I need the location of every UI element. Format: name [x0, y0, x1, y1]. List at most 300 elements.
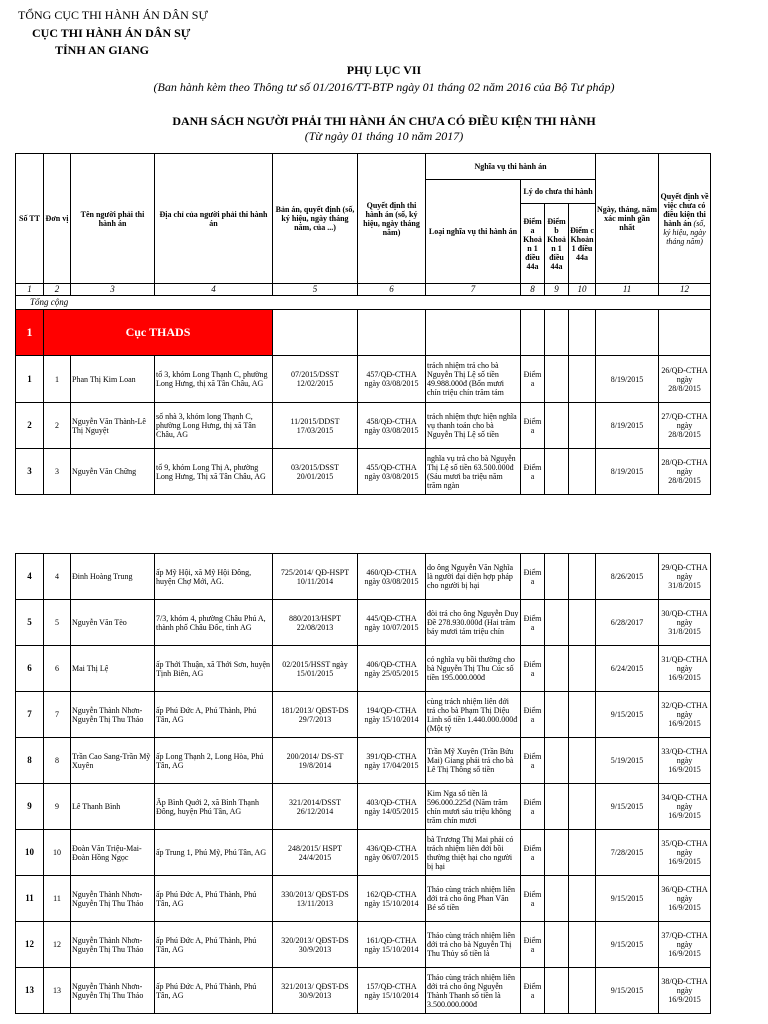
cell-empty — [545, 692, 569, 738]
cell-empty — [569, 968, 596, 1014]
table-row — [16, 554, 711, 600]
cell-mark-text: Điểm a — [523, 981, 542, 1000]
cell-date-text: 6/28/2017 — [610, 618, 644, 627]
cell-date-text: 8/26/2015 — [610, 572, 644, 581]
cell-empty — [545, 554, 569, 600]
total-row: Tổng cộng — [16, 296, 711, 310]
cell-mark-text: Điểm a — [523, 751, 542, 770]
cell-unit-text: 3 — [55, 467, 59, 476]
cell-result — [659, 600, 711, 646]
cell-mark — [521, 738, 545, 784]
col-unit: Đơn vị — [44, 154, 71, 284]
col-stt: Số TT — [16, 154, 44, 284]
cell-result-text: 38/QĐ-CTHA ngày 16/9/2015 — [661, 977, 708, 1004]
data-table-bottom — [15, 553, 711, 1014]
col-verify-date: Ngày, tháng, năm xác minh gần nhất — [596, 154, 659, 284]
cell-date — [596, 646, 659, 692]
cell-decision-text: 436/QĐ-CTHA ngày 06/07/2015 — [364, 843, 419, 862]
cell-empty — [569, 830, 596, 876]
cell-name-text: Nguyễn Văn Chững — [72, 467, 137, 476]
org-line-2: CỤC THI HÀNH ÁN DÂN SỰ — [32, 26, 191, 40]
cell-date — [596, 600, 659, 646]
cell-unit-text: 8 — [55, 756, 59, 765]
column-number: 10 — [569, 284, 596, 296]
cell-name — [71, 600, 155, 646]
cell-judgment — [273, 830, 358, 876]
cell-decision — [358, 554, 426, 600]
cell-type — [426, 403, 521, 449]
cell-stt — [16, 922, 44, 968]
col-judgment: Bản án, quyết định (số, ký hiệu, ngày tháng năm, của ...) — [273, 154, 358, 284]
cell-unit — [44, 876, 71, 922]
cell-name — [71, 922, 155, 968]
cell-address — [155, 692, 273, 738]
cell-address-text: ấp Thới Thuận, xã Thới Sơn, huyện Tịnh Biên, AG — [156, 659, 271, 678]
cell-name — [71, 356, 155, 403]
cell-decision-text: 455/QĐ-CTHA ngày 03/08/2015 — [364, 462, 419, 481]
cell-unit-text: 12 — [53, 940, 61, 949]
cell-name-text: Nguyễn Thành Nhơn-Nguyễn Thị Thu Thảo — [72, 935, 144, 954]
cell-date — [596, 403, 659, 449]
cell-decision — [358, 356, 426, 403]
col-point-a: Điểm a Khoản 1 điều 44a — [521, 204, 545, 284]
cell-judgment-text: 330/2013/ QĐST-DS 13/11/2013 — [281, 889, 349, 908]
cell-date — [596, 922, 659, 968]
cell-type — [426, 449, 521, 495]
table-row — [16, 784, 711, 830]
cell-unit-text: 5 — [55, 618, 59, 627]
cell-result-text: 27/QĐ-CTHA ngày 28/8/2015 — [661, 412, 708, 439]
cell-judgment-text: 321/2014/DSST 26/12/2014 — [288, 797, 341, 816]
cell-judgment — [273, 554, 358, 600]
cell-decision-text: 391/QĐ-CTHA ngày 17/04/2015 — [364, 751, 419, 770]
cell-result — [659, 554, 711, 600]
cell-stt-text: 7 — [27, 710, 32, 719]
cell-empty — [545, 968, 569, 1014]
cell-name-text: Nguyễn Văn Tèo — [72, 618, 127, 627]
cell-type — [426, 830, 521, 876]
document-title: DANH SÁCH NGƯỜI PHẢI THI HÀNH ÁN CHƯA CÓ ĐIỀU KIỆN THI HÀNH — [172, 114, 596, 128]
cell-judgment — [273, 692, 358, 738]
cell-stt — [16, 784, 44, 830]
cell-decision — [358, 738, 426, 784]
cell-address — [155, 554, 273, 600]
cell-result-text: 37/QĐ-CTHA ngày 16/9/2015 — [661, 931, 708, 958]
cell-stt — [16, 830, 44, 876]
cell-mark — [521, 356, 545, 403]
cell-unit — [44, 449, 71, 495]
cell-result — [659, 830, 711, 876]
cell-empty — [545, 600, 569, 646]
cell-type-text: Thảo cùng trách nhiệm liên đới trả cho bà Nguyễn Thị Thu Thủy số tiền là — [427, 931, 515, 958]
cell-name — [71, 692, 155, 738]
cell-stt-text: 8 — [27, 756, 32, 765]
cell-unit-text: 6 — [55, 664, 59, 673]
cell-date-text: 8/19/2015 — [610, 374, 644, 384]
column-number: 5 — [273, 284, 358, 296]
cell-name — [71, 403, 155, 449]
cell-result-text: 28/QĐ-CTHA ngày 28/8/2015 — [661, 458, 708, 485]
table-row — [16, 922, 711, 968]
cell-stt-text: 9 — [27, 802, 32, 811]
cell-result — [659, 738, 711, 784]
cell-stt-text: 4 — [27, 572, 32, 581]
cell-decision — [358, 784, 426, 830]
cell-stt — [16, 876, 44, 922]
cell-stt — [16, 449, 44, 495]
cell-judgment-text: 02/2015/HSST ngày 15/01/2015 — [282, 659, 348, 678]
col-obligation: Nghĩa vụ thi hành án — [426, 154, 596, 180]
cell-mark — [521, 968, 545, 1014]
cell-mark-text: Điểm a — [523, 797, 542, 816]
cell-result — [659, 922, 711, 968]
cell-judgment — [273, 922, 358, 968]
cell-judgment-text: 248/2015/ HSPT 24/4/2015 — [287, 843, 342, 862]
col-address: Địa chỉ của người phải thi hành án — [155, 154, 273, 284]
cell-mark — [521, 922, 545, 968]
cell-name — [71, 968, 155, 1014]
cell-name — [71, 784, 155, 830]
cell-type — [426, 554, 521, 600]
cell-decision — [358, 403, 426, 449]
cell-judgment-text: 725/2014/ QĐ-HSPT 10/11/2014 — [280, 567, 350, 586]
cell-empty — [545, 922, 569, 968]
cell-decision — [358, 830, 426, 876]
cell-name-text: Mai Thị Lệ — [72, 664, 109, 673]
cell-type — [426, 692, 521, 738]
cell-mark — [521, 830, 545, 876]
cell-type-text: Kim Nga số tiền là 596.000.225đ (Năm trăm chín mươi sáu triệu không trăm chín mươi — [427, 788, 512, 825]
column-number: 9 — [545, 284, 569, 296]
cell-judgment — [273, 600, 358, 646]
cell-type — [426, 876, 521, 922]
cell-judgment-text: 11/2015/DDST 17/03/2015 — [290, 416, 340, 435]
org-line-1: TỔNG CỤC THI HÀNH ÁN DÂN SỰ — [18, 8, 208, 22]
issued-note: (Ban hành kèm theo Thông tư số 01/2016/TT-BTP ngày 01 tháng 02 năm 2016 của Bộ Tư pháp) — [153, 80, 615, 94]
cell-address — [155, 600, 273, 646]
table-row — [16, 449, 711, 495]
cell-unit-text: 1 — [55, 374, 59, 384]
cell-judgment-text: 321/2013/ QĐST-DS 30/9/2013 — [281, 981, 349, 1000]
cell-unit — [44, 646, 71, 692]
cell-date — [596, 692, 659, 738]
cell-type-text: Trần Mỹ Xuyên (Trần Bửu Mai) Giang phải trả cho bà Lê Thị Thông số tiền — [427, 747, 514, 774]
col-decision-none — [659, 154, 711, 284]
cell-stt — [16, 692, 44, 738]
column-number: 4 — [155, 284, 273, 296]
cell-unit-text: 10 — [53, 848, 61, 857]
group-stt: 1 — [16, 310, 44, 356]
cell-type-text: trách nhiệm trả cho bà Nguyễn Thị Lệ số tiền 49.988.000đ (Bốn mươi chín triệu chín trăm tám — [427, 361, 505, 397]
cell-result-text: 36/QĐ-CTHA ngày 16/9/2015 — [661, 885, 708, 912]
cell-date-text: 5/19/2015 — [610, 756, 644, 765]
cell-mark-text: Điểm a — [523, 659, 542, 678]
cell-decision-text: 162/QĐ-CTHA ngày 15/10/2014 — [364, 889, 419, 908]
col-point-c: Điểm c Khoản 1 điều 44a — [569, 204, 596, 284]
appendix-title: PHỤ LỤC VII — [346, 63, 422, 77]
column-number-row — [16, 284, 711, 296]
cell-mark-text: Điểm a — [523, 613, 542, 632]
cell-unit-text: 4 — [55, 572, 59, 581]
cell-unit — [44, 692, 71, 738]
cell-empty — [569, 554, 596, 600]
cell-address — [155, 784, 273, 830]
cell-judgment — [273, 403, 358, 449]
cell-date-text: 8/19/2015 — [610, 421, 644, 430]
cell-result — [659, 449, 711, 495]
cell-date-text: 9/15/2015 — [610, 802, 644, 811]
column-number: 6 — [358, 284, 426, 296]
cell-mark — [521, 876, 545, 922]
col-name: Tên người phải thi hành án — [71, 154, 155, 284]
cell-result — [659, 968, 711, 1014]
cell-stt-text: 12 — [25, 940, 34, 949]
cell-decision-text: 161/QĐ-CTHA ngày 15/10/2014 — [364, 935, 419, 954]
column-number: 3 — [71, 284, 155, 296]
cell-mark-text: Điểm a — [523, 843, 542, 862]
cell-mark — [521, 554, 545, 600]
cell-decision-text: 194/QĐ-CTHA ngày 15/10/2014 — [364, 705, 419, 724]
cell-address — [155, 449, 273, 495]
cell-decision — [358, 646, 426, 692]
cell-empty — [569, 449, 596, 495]
cell-type — [426, 968, 521, 1014]
table-row — [16, 692, 711, 738]
cell-result-text: 35/QĐ-CTHA ngày 16/9/2015 — [661, 839, 708, 866]
cell-result — [659, 784, 711, 830]
cell-mark — [521, 646, 545, 692]
cell-address — [155, 922, 273, 968]
cell-empty — [545, 403, 569, 449]
column-number: 11 — [596, 284, 659, 296]
cell-empty — [569, 784, 596, 830]
cell-address-text: ấp Mỹ Hội, xã Mỹ Hội Đông, huyện Chợ Mới, AG. — [156, 567, 252, 586]
cell-empty — [569, 403, 596, 449]
cell-type-text: có nghĩa vụ bồi thường cho bà Nguyễn Thị Thu Cúc số tiền 195.000.000đ — [427, 655, 515, 682]
cell-decision-text: 157/QĐ-CTHA ngày 15/10/2014 — [364, 981, 419, 1000]
cell-empty — [545, 449, 569, 495]
cell-decision-text: 460/QĐ-CTHA ngày 03/08/2015 — [364, 567, 419, 586]
cell-date-text: 9/15/2015 — [610, 986, 644, 995]
cell-decision — [358, 968, 426, 1014]
cell-empty — [569, 356, 596, 403]
table-row — [16, 738, 711, 784]
table-row — [16, 830, 711, 876]
cell-judgment-text: 320/2013/ QĐST-DS 30/9/2013 — [281, 935, 349, 954]
cell-name-text: Trần Cao Sang-Trần Mỹ Xuyên — [72, 751, 151, 770]
cell-stt-text: 3 — [27, 467, 32, 476]
cell-judgment — [273, 738, 358, 784]
cell-result-text: 33/QĐ-CTHA ngày 16/9/2015 — [661, 747, 708, 774]
cell-type — [426, 600, 521, 646]
cell-address-text: tổ 3, khóm Long Thạnh C, phường Long Hưng, thị xã Tân Châu, AG — [156, 370, 268, 388]
cell-address-text: ấp Phú Đức A, Phú Thành, Phú Tân, AG — [156, 935, 257, 954]
cell-type — [426, 922, 521, 968]
cell-decision — [358, 449, 426, 495]
cell-name-text: Nguyễn Thành Nhơn-Nguyễn Thị Thu Thảo — [72, 981, 144, 1000]
cell-date — [596, 830, 659, 876]
cell-empty — [569, 876, 596, 922]
cell-date — [596, 738, 659, 784]
cell-judgment-text: 181/2013/ QĐST-DS 29/7/2013 — [281, 705, 349, 724]
cell-result — [659, 692, 711, 738]
cell-judgment — [273, 968, 358, 1014]
cell-result — [659, 646, 711, 692]
cell-date — [596, 784, 659, 830]
col-decision-none-note: (số, ký hiệu, ngày tháng năm) — [663, 218, 706, 246]
table-row — [16, 876, 711, 922]
cell-name — [71, 876, 155, 922]
cell-decision — [358, 692, 426, 738]
cell-date — [596, 554, 659, 600]
cell-decision-text: 457/QĐ-CTHA ngày 03/08/2015 — [364, 370, 419, 388]
cell-mark-text: Điểm a — [523, 705, 542, 724]
cell-date-text: 8/19/2015 — [610, 467, 644, 476]
cell-type-text: Thảo cùng trách nhiệm liên đới trả cho ông Phan Văn Bé số tiền — [427, 885, 515, 912]
col-decision-none-label: Quyết định về việc chưa có điều kiện thi hành án — [660, 191, 709, 228]
org-line-3: TỈNH AN GIANG — [55, 43, 150, 57]
cell-decision — [358, 600, 426, 646]
cell-address — [155, 830, 273, 876]
cell-type-text: trách nhiệm thực hiện nghĩa vụ thanh toán cho bà Nguyễn Thị Lệ số tiền — [427, 412, 517, 439]
cell-address-text: ấp Phú Đức A, Phú Thành, Phú Tân, AG — [156, 889, 257, 908]
cell-date-text: 9/15/2015 — [610, 710, 644, 719]
cell-decision — [358, 922, 426, 968]
table-row — [16, 646, 711, 692]
cell-address-text: số nhà 3, khóm long Thạnh C, phường Long Hưng, thị xã Tân Châu, AG — [156, 412, 256, 439]
cell-name — [71, 646, 155, 692]
cell-empty — [545, 784, 569, 830]
cell-mark-text: Điểm a — [523, 416, 542, 435]
cell-empty — [569, 692, 596, 738]
cell-date — [596, 876, 659, 922]
cell-type — [426, 646, 521, 692]
cell-type — [426, 356, 521, 403]
cell-address — [155, 738, 273, 784]
cell-stt — [16, 646, 44, 692]
cell-address-text: 7/3, khóm 4, phường Châu Phú A, thành phố Châu Đốc, tỉnh AG — [156, 613, 266, 632]
cell-judgment — [273, 646, 358, 692]
cell-date — [596, 356, 659, 403]
cell-judgment-text: 200/2014/ DS-ST 19/8/2014 — [286, 751, 344, 770]
cell-type-text: do ông Nguyễn Văn Nghĩa là người đại diện hợp pháp cho người bị hại — [427, 563, 514, 590]
cell-name-text: Lê Thanh Bình — [72, 802, 121, 811]
cell-name-text: Nguyễn Văn Thành-Lê Thị Nguyệt — [72, 416, 146, 435]
cell-type-text: cùng trách nhiệm liên đới trả cho bà Phạm Thị Diệu Linh số tiền 1.440.000.000đ (Một tỷ — [427, 696, 518, 733]
cell-stt — [16, 968, 44, 1014]
cell-unit — [44, 830, 71, 876]
cell-judgment — [273, 876, 358, 922]
cell-address — [155, 646, 273, 692]
cell-mark-text: Điểm a — [523, 889, 542, 908]
group-row — [16, 310, 711, 356]
cell-name-text: Đoàn Văn Triệu-Mai-Đoàn Hồng Ngọc — [72, 843, 142, 862]
cell-result-text: 34/QĐ-CTHA ngày 16/9/2015 — [661, 793, 708, 820]
cell-unit — [44, 968, 71, 1014]
cell-unit-text: 13 — [53, 986, 61, 995]
cell-mark — [521, 784, 545, 830]
cell-mark-text: Điểm a — [523, 370, 542, 388]
cell-stt-text: 2 — [27, 421, 32, 430]
cell-mark — [521, 403, 545, 449]
table-row — [16, 356, 711, 403]
cell-address-text: ấp Trung 1, Phú Mỹ, Phú Tân, AG — [156, 848, 267, 857]
cell-empty — [569, 738, 596, 784]
cell-address-text: ấp Phú Đức A, Phú Thành, Phú Tân, AG — [156, 981, 257, 1000]
cell-result — [659, 876, 711, 922]
cell-address-text: tổ 9, khóm Long Thị A, phường Long Hưng, Thị xã Tân Châu, AG — [156, 462, 266, 481]
cell-empty — [569, 600, 596, 646]
cell-decision-text: 406/QĐ-CTHA ngày 25/05/2015 — [364, 659, 419, 678]
cell-empty — [545, 830, 569, 876]
cell-stt-text: 1 — [27, 374, 32, 384]
cell-name — [71, 449, 155, 495]
cell-empty — [545, 646, 569, 692]
cell-name — [71, 830, 155, 876]
cell-empty — [545, 876, 569, 922]
cell-empty — [545, 356, 569, 403]
cell-decision-text: 458/QĐ-CTHA ngày 03/08/2015 — [364, 416, 419, 435]
col-type: Loại nghĩa vụ thi hành án — [426, 180, 521, 284]
cell-address — [155, 356, 273, 403]
cell-empty — [569, 922, 596, 968]
column-number: 2 — [44, 284, 71, 296]
column-number: 7 — [426, 284, 521, 296]
cell-type — [426, 784, 521, 830]
cell-mark — [521, 692, 545, 738]
cell-mark-text: Điểm a — [523, 935, 542, 954]
cell-date-text: 9/15/2015 — [610, 940, 644, 949]
data-table-top — [15, 153, 711, 495]
cell-stt-text: 10 — [25, 848, 34, 857]
column-number: 8 — [521, 284, 545, 296]
cell-result — [659, 356, 711, 403]
cell-type-text: đòi trả cho ông Nguyễn Duy Đề 278.930.000đ (Hai trăm bảy mươi tám triệu chín — [427, 609, 519, 636]
cell-result — [659, 403, 711, 449]
cell-result-text: 32/QĐ-CTHA ngày 16/9/2015 — [661, 701, 708, 728]
cell-address-text: Ấp Bình Quới 2, xã Bình Thạnh Đông, huyện Phú Tân, AG — [156, 797, 259, 816]
cell-unit — [44, 738, 71, 784]
cell-empty — [545, 738, 569, 784]
cell-name-text: Nguyễn Thành Nhơn-Nguyễn Thị Thu Thảo — [72, 889, 144, 908]
cell-empty — [569, 646, 596, 692]
cell-judgment-text: 07/2015/DSST 12/02/2015 — [290, 370, 339, 388]
cell-date-text: 9/15/2015 — [610, 894, 644, 903]
col-point-b: Điểm b Khoản 1 điều 44a — [545, 204, 569, 284]
cell-mark-text: Điểm a — [523, 462, 542, 481]
cell-date — [596, 449, 659, 495]
cell-mark — [521, 449, 545, 495]
cell-name-text: Phan Thị Kim Loan — [72, 374, 136, 384]
cell-result-text: 26/QĐ-CTHA ngày 28/8/2015 — [661, 365, 708, 393]
cell-unit-text: 7 — [55, 710, 59, 719]
cell-name — [71, 738, 155, 784]
col-reason: Lý do chưa thi hành — [521, 180, 596, 204]
cell-stt-text: 13 — [25, 986, 34, 995]
cell-unit — [44, 784, 71, 830]
table-row — [16, 403, 711, 449]
group-name: Cục THADS — [44, 310, 273, 356]
cell-name-text: Đinh Hoàng Trung — [72, 572, 133, 581]
cell-address — [155, 968, 273, 1014]
cell-mark-text: Điểm a — [523, 567, 542, 586]
cell-date — [596, 968, 659, 1014]
cell-unit-text: 2 — [55, 421, 59, 430]
cell-address-text: ấp Phú Đức A, Phú Thành, Phú Tân, AG — [156, 705, 257, 724]
cell-unit-text: 9 — [55, 802, 59, 811]
column-number: 1 — [16, 284, 44, 296]
cell-address — [155, 876, 273, 922]
